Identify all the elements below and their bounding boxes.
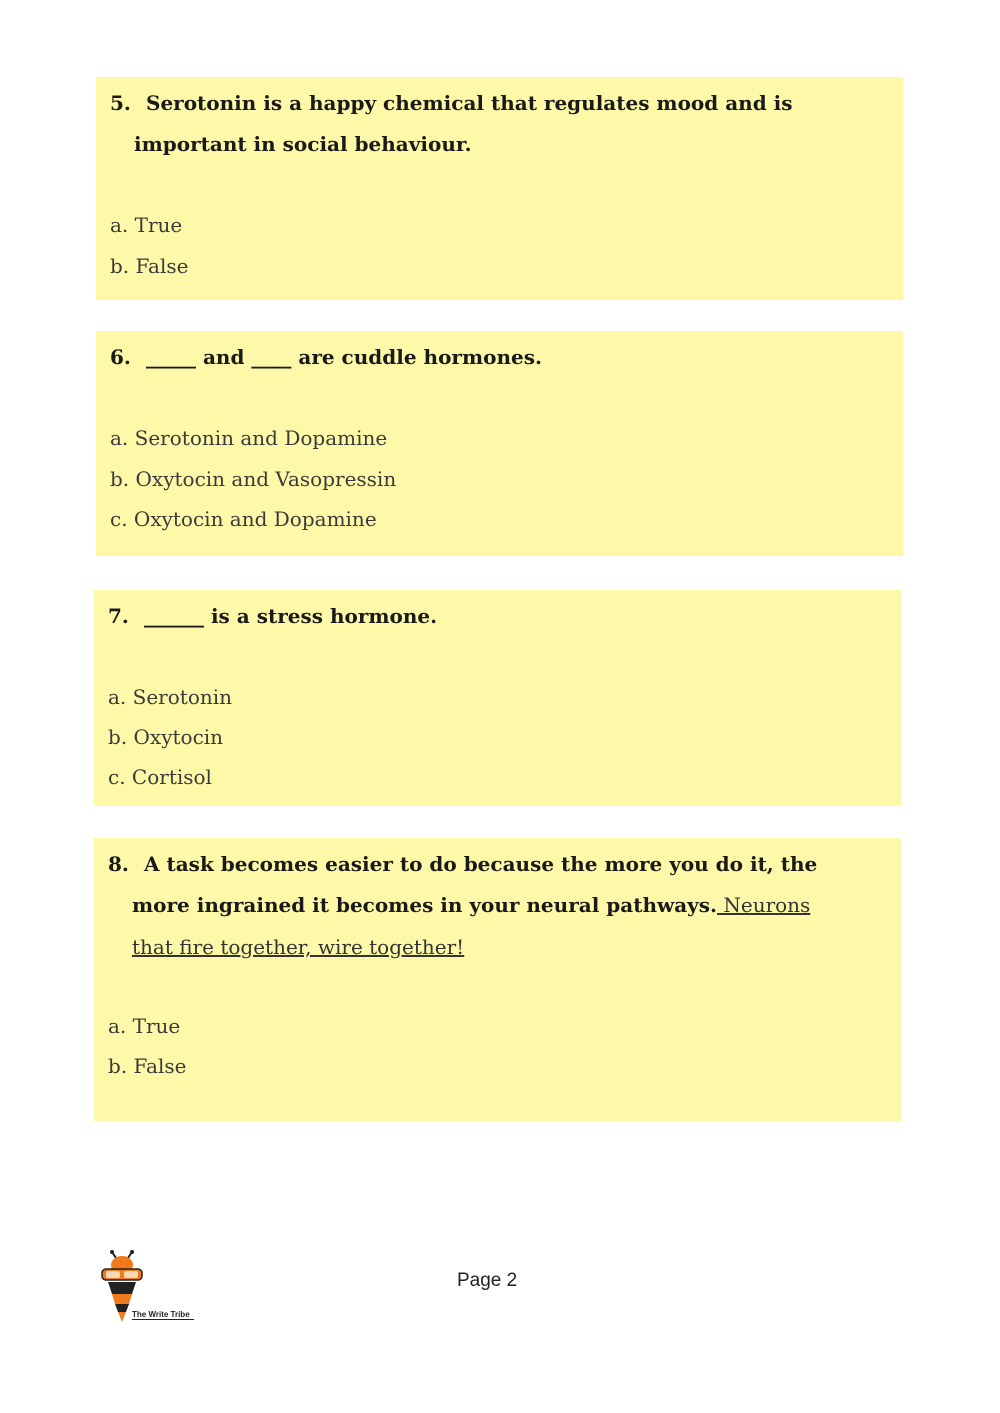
question-6-option-b[interactable]: b. Oxytocin and Vasopressin <box>110 467 397 491</box>
logo-text: The Write Tribe <box>132 1310 194 1320</box>
question-7-number: 7. <box>108 604 129 628</box>
question-6-option-c[interactable]: c. Oxytocin and Dopamine <box>110 507 377 531</box>
question-5-option-a[interactable]: a. True <box>110 213 183 237</box>
question-6-line <box>110 337 883 378</box>
question-6-text: _____ and ____ are cuddle hormones. <box>146 345 542 369</box>
question-6-number: 6. <box>110 345 131 369</box>
question-6-option-a[interactable]: a. Serotonin and Dopamine <box>110 426 388 450</box>
question-7-text: ______ is a stress hormone. <box>144 604 438 628</box>
question-card-8 <box>94 838 901 1121</box>
question-8-underlined-text-2: that fire together, wire together! <box>132 935 465 959</box>
question-8-underlined-text-1: Neurons <box>717 893 811 917</box>
page-number: Page 2 <box>457 1270 518 1291</box>
question-8-number: 8. <box>108 852 129 876</box>
question-8-line-2 <box>132 885 881 926</box>
question-8-option-a[interactable]: a. True <box>108 1014 181 1038</box>
question-8-line-1 <box>108 844 881 885</box>
question-8-option-b[interactable]: b. False <box>108 1054 187 1078</box>
question-5-text-1: Serotonin is a happy chemical that regulates mood and is <box>146 91 793 115</box>
question-5-number: 5. <box>110 91 131 115</box>
question-5-line-1 <box>110 83 883 124</box>
question-7-option-c[interactable]: c. Cortisol <box>108 765 212 789</box>
question-8-text-2: more ingrained it becomes in your neural pathways. <box>132 893 717 917</box>
question-7-option-a[interactable]: a. Serotonin <box>108 685 233 709</box>
question-8-line-3 <box>132 927 881 968</box>
question-card-7 <box>94 590 901 806</box>
question-5-option-b[interactable]: b. False <box>110 254 189 278</box>
question-card-6 <box>96 331 903 556</box>
question-5-text-2: important in social behaviour. <box>134 132 472 156</box>
question-7-line <box>108 596 881 637</box>
question-card-5 <box>96 77 903 300</box>
question-8-text-1: A task becomes easier to do because the more you do it, the <box>144 852 818 876</box>
question-7-option-b[interactable]: b. Oxytocin <box>108 725 224 749</box>
